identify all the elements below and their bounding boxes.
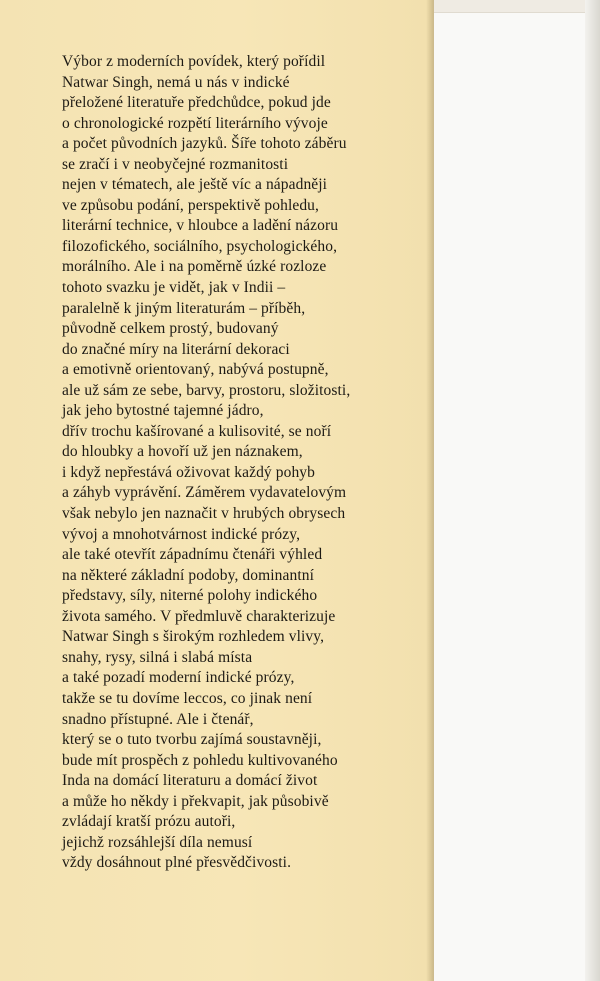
blurb-line: a také pozadí moderní indické prózy, <box>62 669 295 687</box>
blurb-line: zvládají kratší prózu autoři, <box>62 813 236 831</box>
blurb-line: se zračí i v neobyčejné rozmanitosti <box>62 155 289 173</box>
blurb-line: literární technice, v hloubce a ladění názoru <box>62 217 339 235</box>
blurb-line: však nebylo jen naznačit v hrubých obrysech <box>62 505 346 523</box>
blurb-line: bude mít prospěch z pohledu kultivovaného <box>62 751 338 769</box>
blurb-line: a může ho někdy i překvapit, jak působivě <box>62 792 329 810</box>
blurb-line: Výbor z moderních povídek, který pořídil <box>62 53 326 70</box>
blurb-line: do hloubky a hovoří už jen náznakem, <box>62 443 303 461</box>
blurb-line: jak jeho bytostné tajemné jádro, <box>62 402 264 420</box>
blurb-line: ale také otevřít západnímu čtenáři výhled <box>62 546 323 564</box>
blurb-line: který se o tuto tvorbu zajímá soustavněji, <box>62 731 322 749</box>
blurb-line: vývoj a mnohotvárnost indické prózy, <box>62 525 301 543</box>
blurb-line: snadno přístupné. Ale i čtenář, <box>62 710 254 728</box>
flap-edge-shadow <box>426 0 434 981</box>
blurb-line: jejichž rozsáhlejší díla nemusí <box>62 833 253 851</box>
blurb-line: morálního. Ale i na poměrně úzké rozloze <box>62 258 327 276</box>
blurb-line: dřív trochu kašírované a kulisovité, se noří <box>62 422 332 440</box>
blurb-line: představy, síly, niterné polohy indického <box>62 587 318 605</box>
blurb-line: takže se tu dovíme leccos, co jinak není <box>62 689 313 707</box>
blurb-line: do značné míry na literární dekoraci <box>62 340 290 358</box>
inner-cover-board <box>434 0 600 981</box>
blurb-line: a počet původních jazyků. Šíře tohoto záběru <box>62 135 347 153</box>
blurb-line: a emotivně orientovaný, nabývá postupně, <box>62 361 329 379</box>
blurb-line: nejen v tématech, ale ještě víc a nápadněji <box>62 176 328 194</box>
blurb-line: o chronologické rozpětí literárního vývoje <box>62 114 328 132</box>
blurb-line: vždy dosáhnout plné přesvědčivosti. <box>62 854 292 872</box>
blurb-line: i když nepřestává oživovat každý pohyb <box>62 463 316 481</box>
blurb-line: filozofického, sociálního, psychologického, <box>62 237 338 255</box>
blurb-line: Natwar Singh, nemá u nás v indické <box>62 73 290 91</box>
blurb-line: ve způsobu podání, perspektivě pohledu, <box>62 196 320 214</box>
blurb-line: Natwar Singh s širokým rozhledem vlivy, <box>62 628 325 646</box>
blurb-line: přeložené literatuře předchůdce, pokud jde <box>62 94 331 112</box>
blurb-line: života samého. V předmluvě charakterizuje <box>62 607 336 625</box>
blurb-line: ale už sám ze sebe, barvy, prostoru, složitosti, <box>62 381 351 399</box>
blurb-line: paralelně k jiným literaturám – příběh, <box>62 299 306 317</box>
board-right-edge <box>585 0 600 981</box>
blurb-line: snahy, rysy, silná i slabá místa <box>62 648 253 666</box>
blurb-line: na některé základní podoby, dominantní <box>62 566 315 584</box>
blurb-text <box>62 52 422 874</box>
blurb-line: tohoto svazku je vidět, jak v Indii – <box>62 279 286 297</box>
blurb-line: a záhyb vyprávění. Záměrem vydavatelovým <box>62 484 347 502</box>
blurb-line: původně celkem prostý, budovaný <box>62 320 279 338</box>
board-top-strip <box>434 0 600 13</box>
blurb-line: Inda na domácí literaturu a domácí život <box>62 772 318 790</box>
